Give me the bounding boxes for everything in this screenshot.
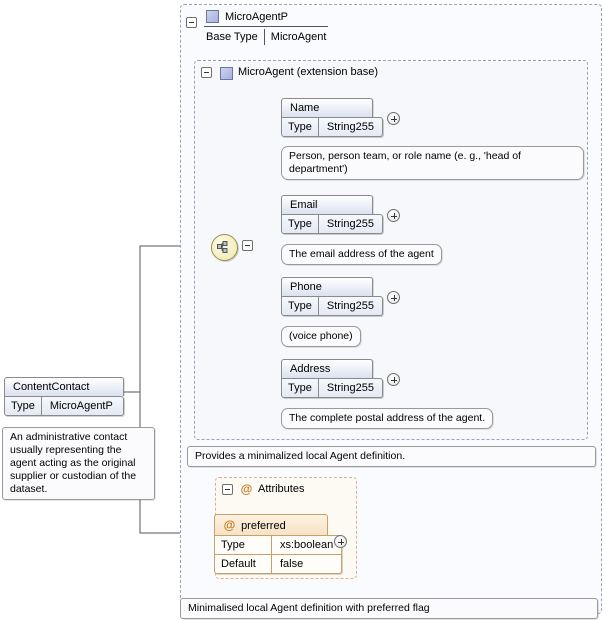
attribute-preferred-title (214, 514, 328, 535)
attribute-default-key: Default (215, 555, 272, 573)
element-phone-type-key: Type (282, 297, 319, 315)
base-type-label: Base Type (204, 29, 265, 45)
attribute-row-default (215, 554, 341, 573)
element-phone-doc (281, 326, 361, 347)
content-contact-type-value: MicroAgentP (49, 400, 113, 412)
element-icon (220, 67, 233, 80)
element-email-type-key: Type (282, 215, 319, 233)
extension-collapse-toggle[interactable] (201, 67, 212, 78)
attribute-type-value: xs:boolean (280, 539, 334, 551)
element-name-doc (281, 146, 584, 180)
at-icon: @ (240, 482, 253, 496)
element-phone[interactable] (281, 277, 383, 316)
outer-caption (180, 598, 598, 619)
attribute-default-value: false (280, 558, 304, 570)
element-phone-doc-text: (voice phone) (289, 330, 353, 342)
content-contact-title: ContentContact (4, 377, 124, 396)
attribute-preferred-expand-toggle[interactable] (334, 535, 347, 548)
root-collapse-toggle[interactable] (186, 17, 197, 28)
element-address[interactable] (281, 359, 383, 398)
element-address-doc-text: The complete postal address of the agent. (289, 412, 486, 424)
element-name-type-row (281, 117, 383, 137)
content-contact-type-key: Type (5, 397, 42, 415)
attributes-collapse-toggle[interactable] (222, 484, 233, 495)
element-phone-expand-toggle[interactable] (387, 291, 400, 304)
attribute-preferred-rows (214, 535, 342, 574)
attributes-label: Attributes (258, 483, 305, 495)
attribute-preferred-name: preferred (241, 520, 286, 532)
element-name-title: Name (281, 98, 373, 117)
element-address-type-row (281, 378, 383, 398)
root-title: MicroAgentP (225, 10, 288, 23)
element-address-expand-toggle[interactable] (387, 373, 400, 386)
element-name-type-value: String255 (326, 121, 374, 133)
element-name[interactable] (281, 98, 383, 137)
inner-caption (187, 446, 596, 467)
element-email-expand-toggle[interactable] (387, 209, 400, 222)
element-phone-title: Phone (281, 277, 373, 296)
element-name-type-key: Type (282, 118, 319, 136)
element-email-doc (281, 244, 442, 265)
element-phone-type-value: String255 (326, 300, 374, 312)
element-email-doc-text: The email address of the agent (289, 248, 434, 260)
element-phone-type-row (281, 296, 383, 316)
content-contact-node[interactable] (4, 377, 124, 416)
element-email-title: Email (281, 195, 373, 214)
content-contact-doc-text: An administrative contact usually representing the agent acting as the original supplier or custodian of the dataset. (10, 431, 137, 495)
sequence-glyph (217, 241, 232, 254)
element-address-doc (281, 408, 493, 429)
element-address-title: Address (281, 359, 373, 378)
attribute-type-key: Type (215, 536, 272, 554)
element-email-type-row (281, 214, 383, 234)
outer-caption-text: Minimalised local Agent definition with preferred flag (188, 602, 430, 614)
root-type-header (204, 8, 332, 45)
extension-label: MicroAgent (extension base) (238, 66, 379, 78)
sequence-collapse-toggle[interactable] (242, 240, 253, 251)
attribute-preferred[interactable] (214, 514, 342, 574)
element-icon (206, 10, 219, 23)
element-address-type-value: String255 (326, 382, 374, 394)
inner-caption-text: Provides a minimalized local Agent definition. (195, 450, 406, 462)
sequence-compositor-icon[interactable] (211, 234, 238, 261)
element-address-type-key: Type (282, 379, 319, 397)
content-contact-doc (2, 427, 155, 500)
root-base-type-row (204, 29, 332, 45)
content-contact-type-row (4, 396, 124, 416)
element-email-type-value: String255 (326, 218, 374, 230)
base-type-value: MicroAgent (270, 31, 327, 43)
at-icon: @ (223, 518, 236, 532)
attribute-row-type (215, 536, 341, 554)
element-name-doc-text: Person, person team, or role name (e. g., 'head of department') (289, 150, 521, 175)
element-name-expand-toggle[interactable] (387, 112, 400, 125)
element-email[interactable] (281, 195, 383, 234)
root-title-row (204, 8, 328, 27)
